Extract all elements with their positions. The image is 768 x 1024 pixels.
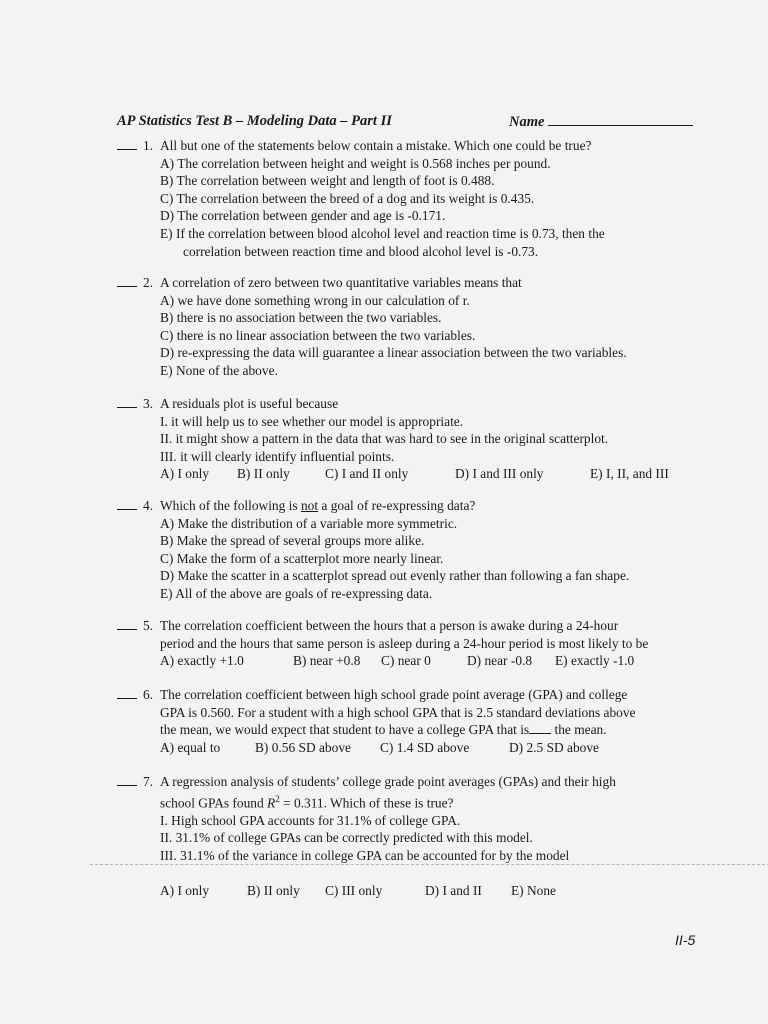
option: A) The correlation between height and weight is 0.568 inches per pound. — [160, 155, 551, 171]
name-field[interactable] — [509, 113, 693, 131]
choice: E) exactly -1.0 — [555, 653, 635, 669]
choice: C) near 0 — [381, 653, 431, 669]
question-stem: A correlation of zero between two quantitative variables means that — [160, 275, 522, 290]
option-continued: correlation between reaction time and blood alcohol level is -0.73. — [183, 243, 539, 259]
choice: A) equal to — [160, 739, 221, 755]
option: D) re-expressing the data will guarantee a linear association between the two variables. — [160, 345, 627, 361]
option: E) All of the above are goals of re-expressing data. — [160, 585, 433, 601]
choice: D) I and II — [425, 883, 482, 899]
question-3 — [117, 395, 717, 483]
answer-blank-3[interactable] — [117, 395, 137, 408]
question-6 — [117, 686, 717, 756]
choice-row — [160, 882, 717, 900]
option: B) The correlation between weight and length of foot is 0.488. — [160, 173, 495, 189]
choice: C) I and II only — [325, 466, 409, 482]
question-1 — [117, 137, 717, 260]
option: C) The correlation between the breed of a dog and its weight is 0.435. — [160, 190, 535, 206]
answer-blank-1[interactable] — [117, 137, 137, 150]
option: B) there is no association between the two variables. — [160, 310, 442, 326]
answer-blank-5[interactable] — [117, 617, 137, 630]
question-number: 7. — [143, 774, 154, 789]
option: D) The correlation between gender and age is -0.171. — [160, 208, 446, 224]
statement: II. 31.1% of college GPAs can be correctly predicted with this model. — [160, 830, 533, 846]
fill-in-blank — [529, 722, 551, 734]
question-stem: The correlation coefficient between the hours that a person is awake during a 24-hour period and the hours that same person is asleep during a 24-hour period is most likely to be — [160, 618, 649, 651]
question-stem: Which of the following is not a goal of re-expressing data? — [160, 498, 476, 513]
choice-row — [160, 652, 717, 670]
choice: B) II only — [237, 466, 290, 482]
choice: D) near -0.8 — [467, 653, 533, 669]
question-number: 1. — [143, 138, 154, 153]
question-number: 6. — [143, 687, 154, 702]
option-list — [160, 515, 717, 603]
choice-row — [160, 739, 717, 757]
statement: I. it will help us to see whether our model is appropriate. — [160, 413, 464, 429]
choice: C) 1.4 SD above — [380, 739, 470, 755]
option: B) Make the spread of several groups more alike. — [160, 533, 425, 549]
question-2 — [117, 274, 717, 380]
scan-artifact-line — [90, 864, 768, 865]
option: D) Make the scatter in a scatterplot spread out evenly rather than following a fan shape. — [160, 568, 630, 584]
answer-blank-2[interactable] — [117, 274, 137, 287]
page-number: II-5 — [675, 932, 696, 948]
option: C) Make the form of a scatterplot more nearly linear. — [160, 550, 444, 566]
question-number: 4. — [143, 498, 154, 513]
option: A) we have done something wrong in our calculation of r. — [160, 292, 470, 308]
question-stem: A regression analysis of students’ college grade point averages (GPAs) and their high school GPAs found $R^2 = 0.311$. Which of these is true? — [160, 774, 616, 811]
question-4 — [117, 497, 717, 603]
choice: A) I only — [160, 466, 210, 482]
question-5 — [117, 617, 717, 670]
statement: III. it will clearly identify influential points. — [160, 448, 395, 464]
choice: B) near +0.8 — [293, 653, 361, 669]
choice: A) exactly +1.0 — [160, 653, 244, 669]
question-number: 3. — [143, 396, 154, 411]
option: E) If the correlation between blood alcohol level and reaction time is 0.73, then the — [160, 225, 605, 241]
page-header — [117, 113, 697, 130]
choice: B) II only — [247, 883, 300, 899]
choice: C) III only — [325, 883, 383, 899]
question-stem: The correlation coefficient between high school grade point average (GPA) and college GPA is 0.560. For a student with a high school GPA that is 2.5 standard deviations above the mean, we would expect that student to have a college GPA that is the mean. — [160, 687, 636, 738]
answer-blank-7[interactable] — [117, 773, 137, 786]
question-stem: A residuals plot is useful because — [160, 396, 339, 411]
name-line — [548, 113, 693, 126]
option-list — [160, 155, 717, 261]
name-label: Name — [509, 114, 545, 130]
statement: II. it might show a pattern in the data that was hard to see in the original scatterplot. — [160, 431, 609, 447]
choice: D) I and III only — [455, 466, 544, 482]
option: E) None of the above. — [160, 362, 278, 378]
answer-blank-4[interactable] — [117, 497, 137, 510]
question-stem: All but one of the statements below contain a mistake. Which one could be true? — [160, 138, 592, 153]
statement: III. 31.1% of the variance in college GPA can be accounted for by the model — [160, 847, 570, 863]
option: C) there is no linear association between the two variables. — [160, 327, 476, 343]
statement-list — [160, 413, 717, 466]
statement-list — [160, 812, 717, 865]
choice: A) I only — [160, 883, 210, 899]
choice: B) 0.56 SD above — [255, 739, 351, 755]
statement: I. High school GPA accounts for 31.1% of college GPA. — [160, 812, 461, 828]
option: A) Make the distribution of a variable more symmetric. — [160, 515, 458, 531]
choice-row — [160, 465, 717, 483]
answer-blank-6[interactable] — [117, 686, 137, 699]
question-number: 2. — [143, 275, 154, 290]
choice: E) I, II, and III — [590, 466, 669, 482]
test-title: AP Statistics Test B – Modeling Data – Part II — [117, 113, 392, 129]
option-list — [160, 292, 717, 380]
question-7 — [117, 773, 717, 900]
choice: D) 2.5 SD above — [509, 739, 600, 755]
emphasis-not: not — [300, 498, 319, 513]
choice: E) None — [511, 883, 556, 899]
question-number: 5. — [143, 618, 154, 633]
